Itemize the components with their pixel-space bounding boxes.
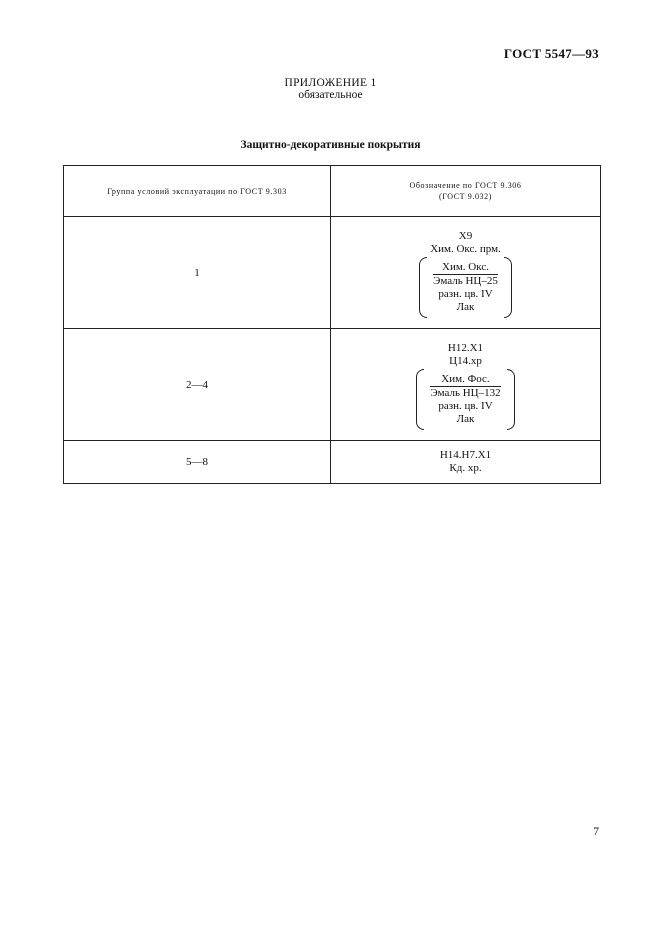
table-row — [64, 329, 601, 441]
designation-line: Кд. хр. — [449, 462, 482, 474]
left-bracket — [416, 369, 424, 430]
col-header-group: Группа условий эксплуатации по ГОСТ 9.303 — [64, 166, 331, 217]
designation-line: Хим. Окс. прм. — [430, 243, 501, 255]
bracket-line: Эмаль НЦ–25 — [433, 275, 498, 287]
designation-line: Ц14.хр — [449, 355, 482, 367]
designation-line: Н12.Х1 — [447, 342, 484, 354]
standard-number: ГОСТ 5547—93 — [503, 46, 599, 61]
coating-layer-bracket — [419, 260, 512, 315]
group-cell: 1 — [64, 217, 331, 329]
designation-cell — [331, 441, 601, 484]
page-number: 7 — [593, 826, 599, 838]
coating-layer-bracket — [416, 372, 514, 427]
table-row — [64, 217, 601, 329]
bracket-line: Эмаль НЦ–132 — [430, 387, 501, 399]
designation-cell — [331, 217, 601, 329]
table-header-row — [64, 166, 601, 217]
left-bracket — [419, 257, 427, 318]
bracket-top-line: Хим. Окс. — [433, 261, 498, 275]
right-bracket — [504, 257, 512, 318]
appendix-title: ПРИЛОЖЕНИЕ 1 — [284, 77, 377, 89]
designation-line: Х9 — [458, 230, 473, 242]
group-cell: 5—8 — [64, 441, 331, 484]
col-header-designation-line1: Обозначение по ГОСТ 9.306 — [409, 181, 522, 190]
col-header-designation-line2: (ГОСТ 9.032) — [438, 192, 493, 201]
designation-line: Н14.Н7.Х1 — [439, 449, 492, 461]
bracket-line: Лак — [456, 413, 475, 425]
bracket-line: разн. цв. IV — [438, 288, 493, 300]
col-header-designation — [331, 166, 601, 217]
bracket-line: Лак — [456, 301, 475, 313]
designation-cell — [331, 329, 601, 441]
appendix-heading — [0, 77, 661, 101]
appendix-subtitle: обязательное — [298, 89, 363, 101]
right-bracket — [507, 369, 515, 430]
table-row — [64, 441, 601, 484]
bracket-line: разн. цв. IV — [438, 400, 493, 412]
group-cell: 2—4 — [64, 329, 331, 441]
coatings-table — [63, 165, 601, 484]
bracket-top-line: Хим. Фос. — [430, 373, 500, 387]
table-title: Защитно-декоративные покрытия — [240, 139, 421, 151]
